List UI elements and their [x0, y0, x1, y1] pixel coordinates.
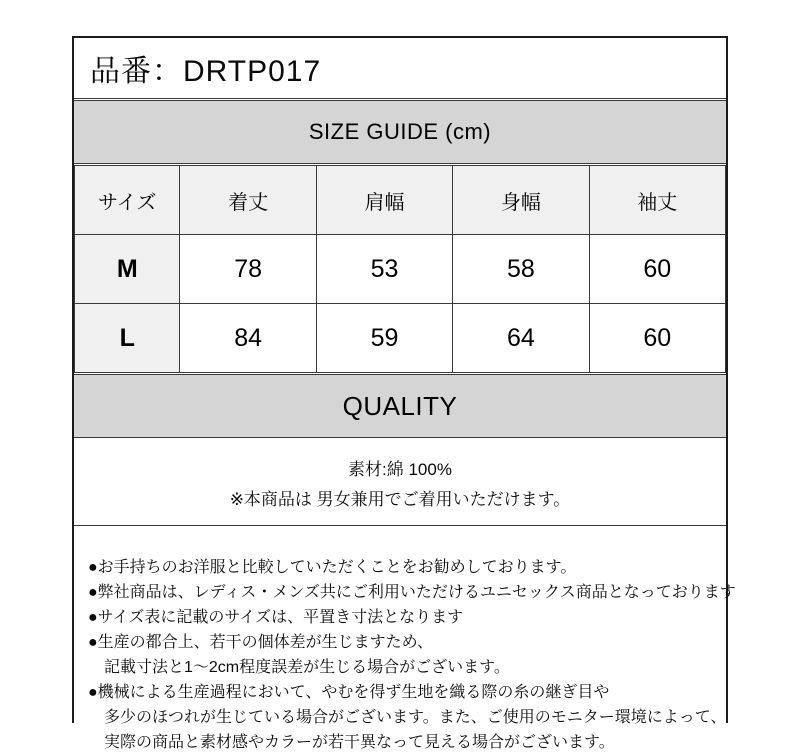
column-header-sleeve: 袖丈 [589, 166, 725, 235]
size-label-l: L [75, 304, 180, 373]
size-guide-heading-band [74, 100, 726, 164]
size-table-row-l [75, 304, 726, 373]
product-spec-sheet [72, 36, 736, 751]
note-line: 多少のほつれが生じている場合がございます。また、ご使用のモニター環境によって、 [88, 709, 727, 726]
note-line: ●機械による生産過程において、やむを得ず生地を織る際の糸の継ぎ目や [88, 684, 610, 701]
value-l-sleeve: 60 [589, 304, 725, 373]
column-header-size: サイズ [75, 166, 180, 235]
material-section [74, 439, 726, 526]
value-l-shoulder: 59 [316, 304, 452, 373]
column-header-shoulder: 肩幅 [316, 166, 452, 235]
value-m-length: 78 [180, 235, 316, 304]
note-line: ●サイズ表に記載のサイズは、平置き寸法となります [88, 609, 464, 626]
unisex-note-text: ※本商品は 男女兼用でご着用いただけます。 [229, 489, 571, 509]
size-table-row-m [75, 235, 726, 304]
note-line: ●お手持ちのお洋服と比較していただくことをお勧めしております。 [88, 559, 577, 576]
value-l-length: 84 [180, 304, 316, 373]
size-guide-heading: SIZE GUIDE (cm) [308, 119, 492, 144]
size-table [74, 165, 726, 373]
size-label-m: M [75, 235, 180, 304]
note-line: 記載寸法と1～2cm程度誤差が生じる場合がございます。 [88, 659, 510, 676]
column-header-width: 身幅 [453, 166, 589, 235]
notes-section [74, 526, 736, 755]
note-line: 実際の商品と素材感やカラーが若干異なって見える場合がございます。 [88, 734, 615, 751]
value-l-width: 64 [453, 304, 589, 373]
quality-heading-band [74, 374, 726, 438]
value-m-width: 58 [453, 235, 589, 304]
material-text: 素材:綿 100% [348, 459, 452, 479]
value-m-shoulder: 53 [316, 235, 452, 304]
quality-heading: QUALITY [342, 390, 458, 421]
column-header-length: 着丈 [180, 166, 316, 235]
value-m-sleeve: 60 [589, 235, 725, 304]
size-table-header-row [75, 166, 726, 235]
product-number-text: 品番：DRTP017 [90, 55, 322, 88]
note-line: ●弊社商品は、レディス・メンズ共にご利用いただけるユニセックス商品となっております [88, 584, 736, 601]
product-number-header [74, 38, 726, 99]
note-line: ●生産の都合上、若干の個体差が生じますため、 [88, 634, 434, 651]
